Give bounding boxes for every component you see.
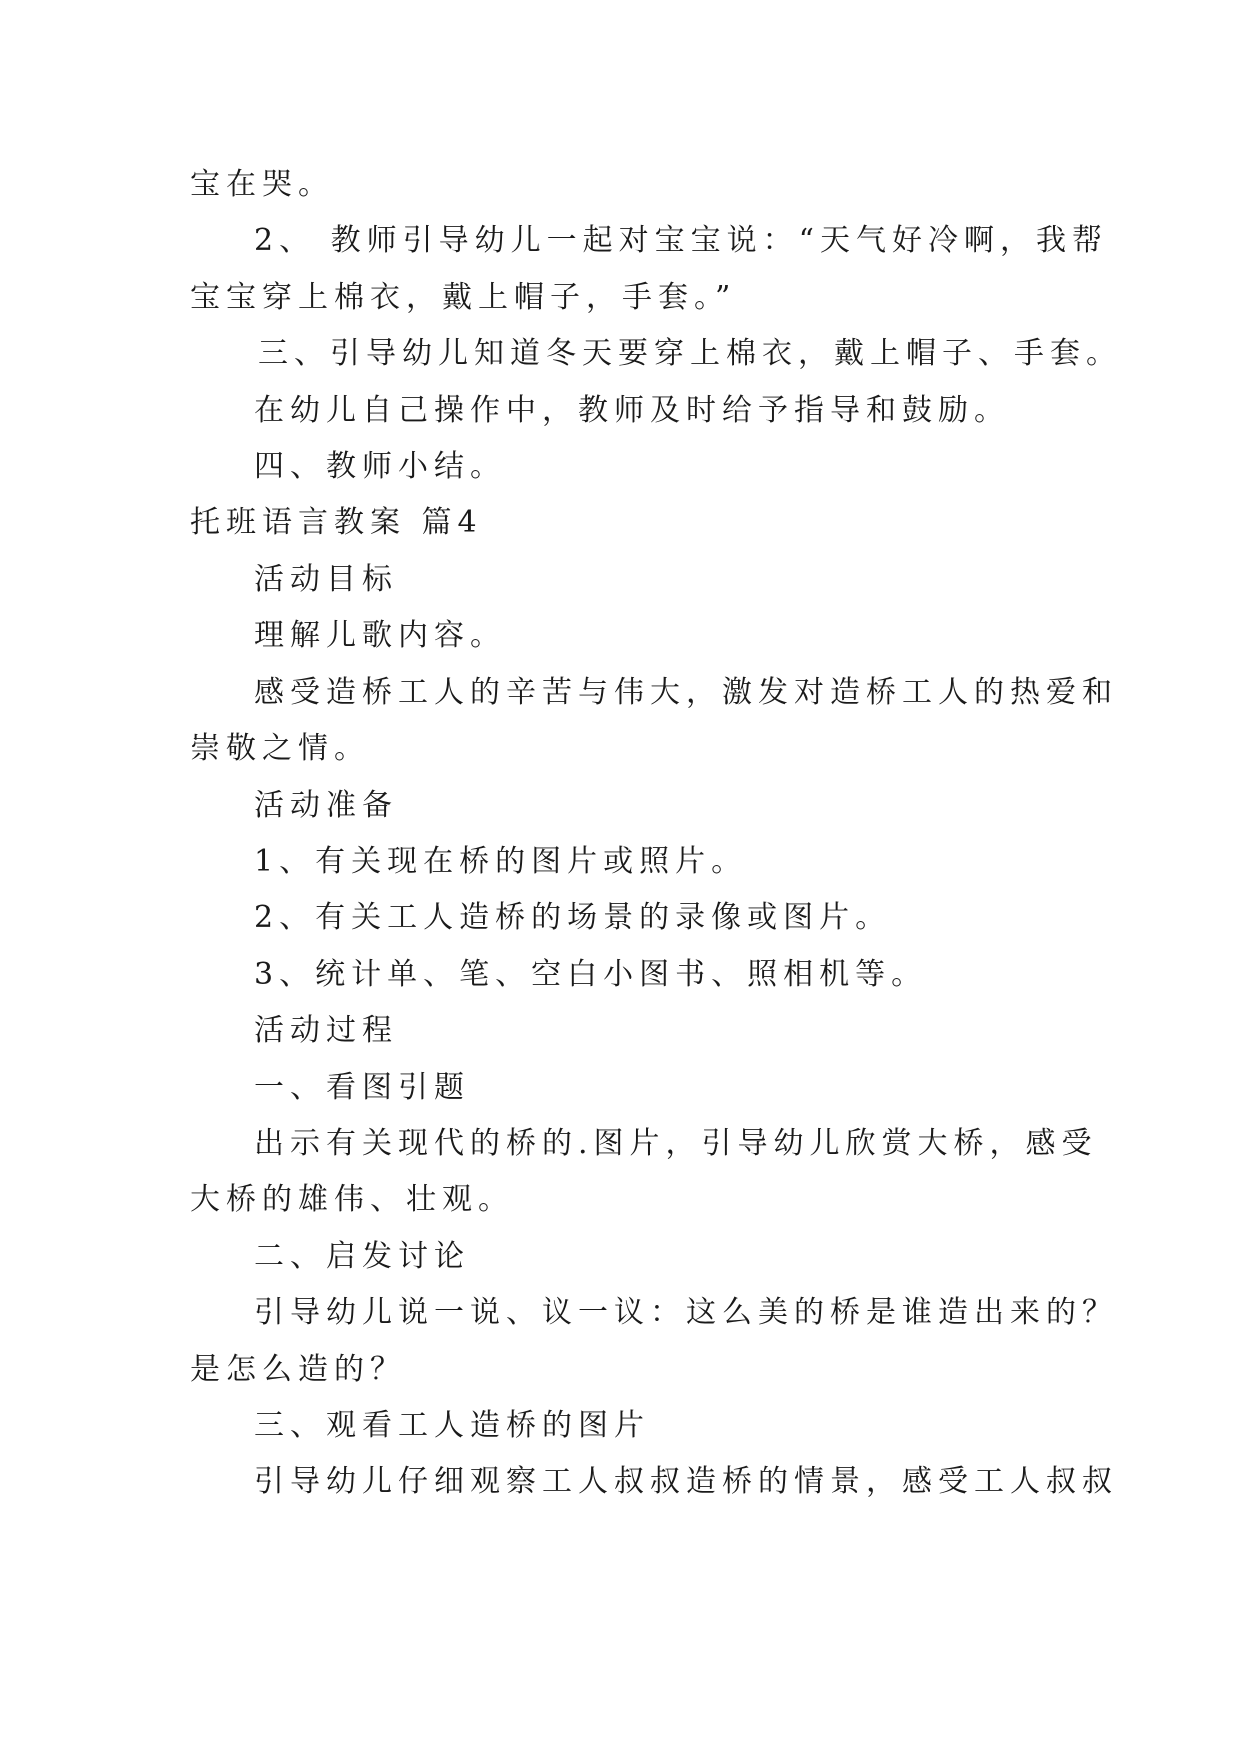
paragraph-line: 引导幼儿说一说、议一议：这么美的桥是谁造出来的？ bbox=[254, 1295, 1118, 1330]
section-heading: 四、教师小结。 bbox=[254, 449, 506, 484]
section-heading: 三、引导幼儿知道冬天要穿上棉衣，戴上帽子、手套。 bbox=[258, 336, 1122, 371]
section-heading: 活动目标 bbox=[254, 562, 398, 597]
paragraph-line: 崇敬之情。 bbox=[190, 731, 370, 766]
section-heading: 活动过程 bbox=[254, 1013, 398, 1048]
section-heading: 活动准备 bbox=[254, 788, 398, 823]
list-item: 3、统计单、笔、空白小图书、照相机等。 bbox=[254, 957, 928, 992]
paragraph-line: 宝宝穿上棉衣，戴上帽子，手套。” bbox=[190, 280, 737, 315]
paragraph-line: 在幼儿自己操作中，教师及时给予指导和鼓励。 bbox=[254, 393, 1010, 428]
paragraph-line: 宝在哭。 bbox=[190, 167, 334, 202]
paragraph-line: 理解儿歌内容。 bbox=[254, 618, 506, 653]
paragraph-line: 出示有关现代的桥的.图片，引导幼儿欣赏大桥，感受 bbox=[254, 1126, 1098, 1161]
section-heading: 三、观看工人造桥的图片 bbox=[254, 1408, 650, 1443]
paragraph-line: 大桥的雄伟、壮观。 bbox=[190, 1182, 514, 1217]
chapter-title: 托班语言教案 篇4 bbox=[190, 505, 483, 540]
list-item: 1、有关现在桥的图片或照片。 bbox=[254, 844, 748, 879]
paragraph-line: 2、 教师引导幼儿一起对宝宝说：“天气好冷啊，我帮 bbox=[254, 223, 1108, 258]
section-heading: 二、启发讨论 bbox=[254, 1239, 470, 1274]
list-item: 2、有关工人造桥的场景的录像或图片。 bbox=[254, 900, 892, 935]
section-heading: 一、看图引题 bbox=[254, 1070, 470, 1105]
paragraph-line: 引导幼儿仔细观察工人叔叔造桥的情景，感受工人叔叔 bbox=[254, 1464, 1118, 1499]
paragraph-line: 是怎么造的？ bbox=[190, 1352, 406, 1387]
paragraph-line: 感受造桥工人的辛苦与伟大，激发对造桥工人的热爱和 bbox=[254, 675, 1118, 710]
